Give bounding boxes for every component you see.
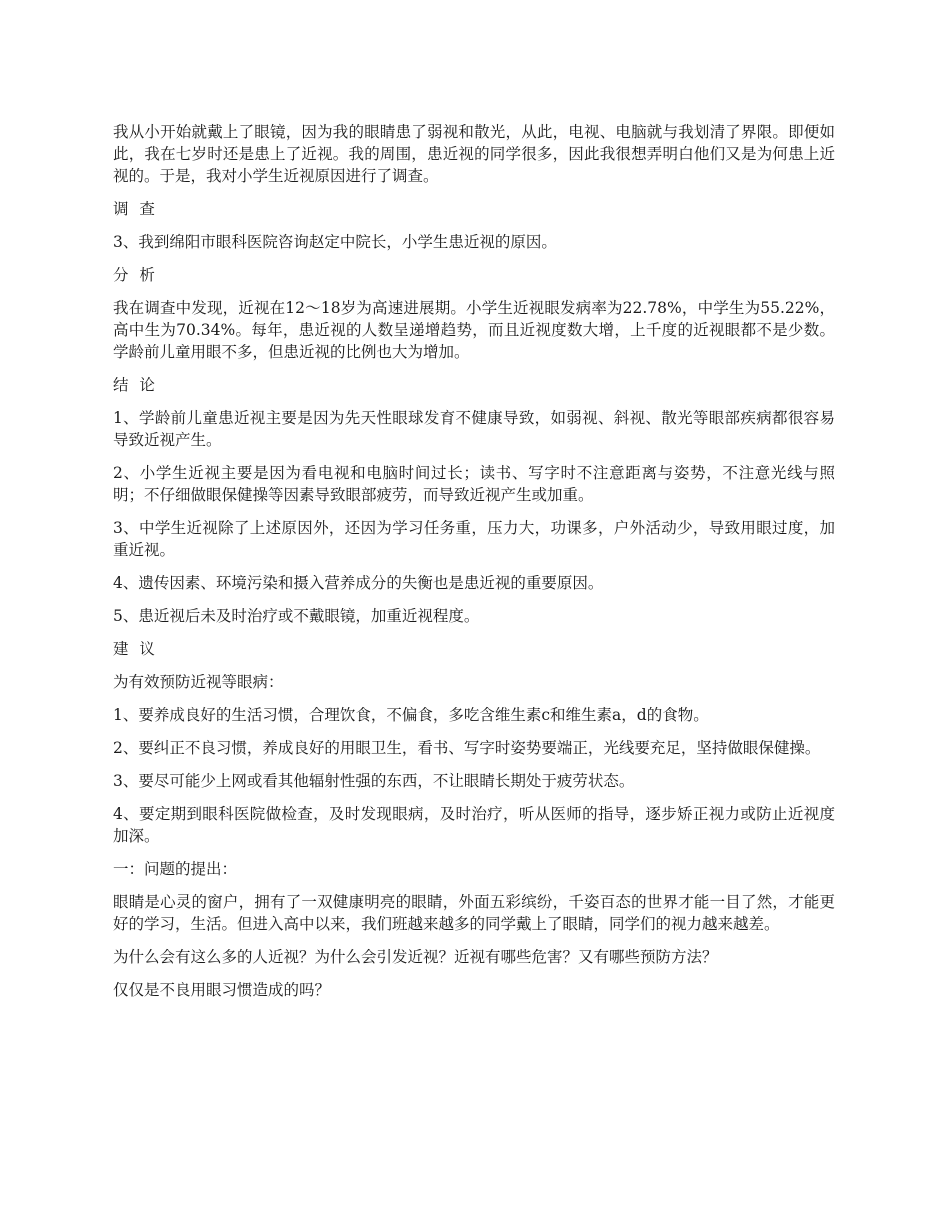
section-heading-conclusion: 结 论 [113,376,158,394]
conclusion-item-2: 2、小学生近视主要是因为看电视和电脑时间过长；读书、写字时不注意距离与姿势，不注意光线与照明；不仔细做眼保健操等因素导致眼部疲劳，而导致近视产生或加重。 [113,464,835,504]
survey-item-3: 3、我到绵阳市眼科医院咨询赵定中院长，小学生患近视的原因。 [113,233,557,251]
suggestion-item-3: 3、要尽可能少上网或看其他辐射性强的东西，不让眼睛长期处于疲劳状态。 [113,772,635,790]
intro-paragraph: 我从小开始就戴上了眼镜，因为我的眼睛患了弱视和散光，从此，电视、电脑就与我划清了界限。即便如此，我在七岁时还是患上了近视。我的周围，患近视的同学很多，因此我很想弄明白他们又是为何患上近视的。于是，我对小学生近视原因进行了调查。 [113,123,835,185]
question-list: 为什么会有这么多的人近视？为什么会引发近视？近视有哪些危害？又有哪些预防方法？ [113,948,718,966]
section-heading-survey: 调 查 [113,200,158,218]
document-body [113,121,835,1012]
suggestion-item-2: 2、要纠正不良习惯，养成良好的用眼卫生，看书、写字时姿势要端正，光线要充足，坚持做眼保健操。 [113,739,821,757]
conclusion-item-5: 5、患近视后未及时治疗或不戴眼镜，加重近视程度。 [113,607,480,625]
suggestion-item-4: 4、要定期到眼科医院做检查，及时发现眼病，及时治疗，听从医师的指导，逐步矫正视力或防止近视度加深。 [113,805,835,845]
suggestion-intro: 为有效预防近视等眼病： [113,673,284,691]
question-paragraph: 眼睛是心灵的窗户，拥有了一双健康明亮的眼睛，外面五彩缤纷，千姿百态的世界才能一目了然，才能更好的学习，生活。但进入高中以来，我们班越来越多的同学戴上了眼睛，同学们的视力越来越差。 [113,893,835,933]
analysis-paragraph: 我在调查中发现，近视在12～18岁为高速进展期。小学生近视眼发病率为22.78%，中学生为55.22%，高中生为70.34%。每年，患近视的人数呈递增趋势，而且近视度数大增，上千度的近视眼都不是少数。学龄前儿童用眼不多，但患近视的比例也大为增加。 [113,299,835,361]
suggestion-item-1: 1、要养成良好的生活习惯，合理饮食，不偏食，多吃含维生素c和维生素a，d的食物。 [113,706,709,724]
conclusion-item-3: 3、中学生近视除了上述原因外，还因为学习任务重，压力大，功课多，户外活动少，导致用眼过度，加重近视。 [113,519,835,559]
question-final: 仅仅是不良用眼习惯造成的吗？ [113,981,331,999]
conclusion-item-4: 4、遗传因素、环境污染和摄入营养成分的失衡也是患近视的重要原因。 [113,574,604,592]
question-heading: 一：问题的提出： [113,860,238,878]
section-heading-analysis: 分 析 [113,266,158,284]
section-heading-suggestion: 建 议 [113,640,158,658]
conclusion-item-1: 1、学龄前儿童患近视主要是因为先天性眼球发育不健康导致，如弱视、斜视、散光等眼部疾病都很容易导致近视产生。 [113,409,835,449]
